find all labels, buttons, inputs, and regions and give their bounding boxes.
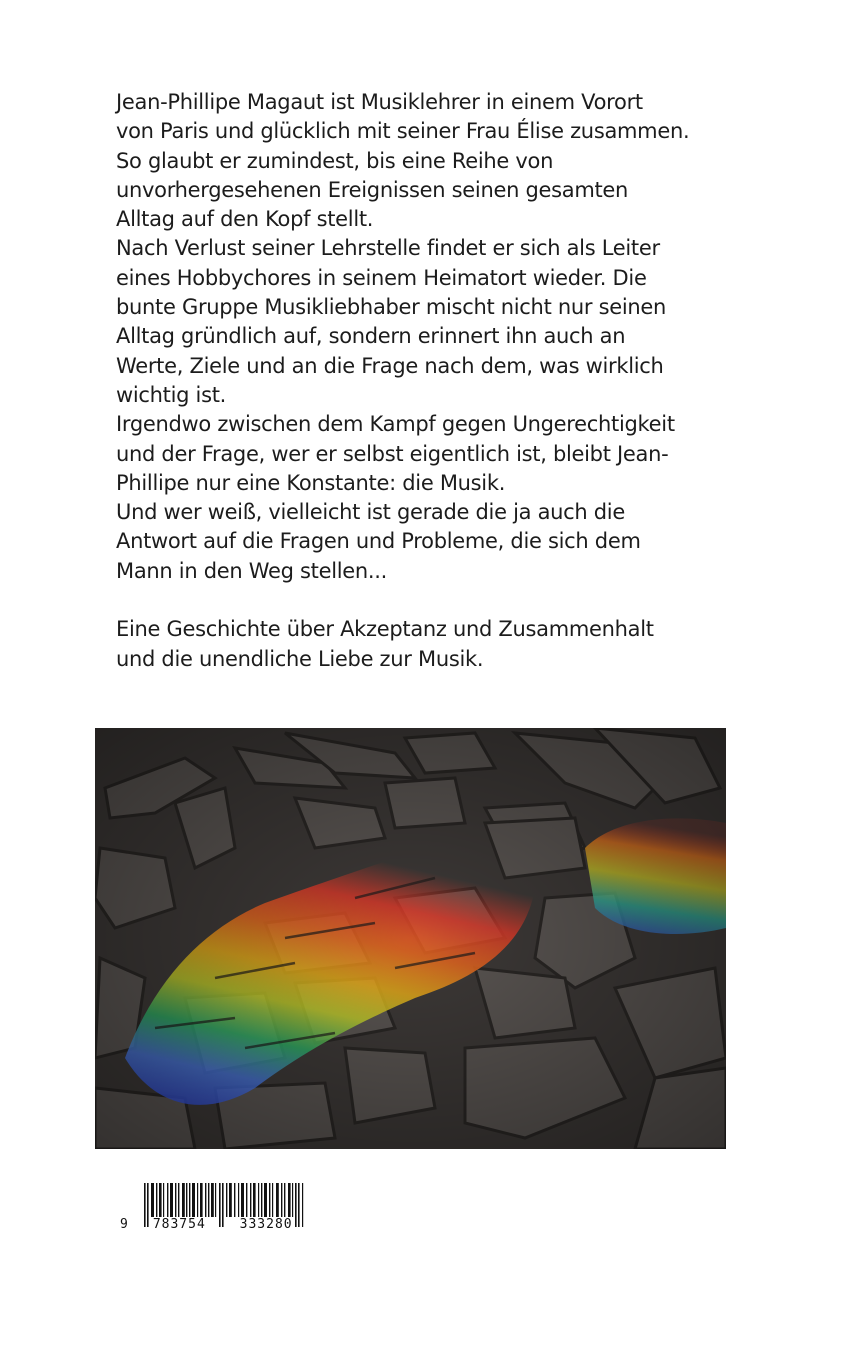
blurb-line: Phillipe nur eine Konstante: die Musik.: [116, 470, 506, 495]
back-cover-blurb: [116, 88, 756, 674]
blurb-tagline: und die unendliche Liebe zur Musik.: [116, 646, 484, 671]
blurb-line: unvorhergesehenen Ereignissen seinen gesamten: [116, 177, 629, 202]
blurb-line: Antwort auf die Fragen und Probleme, die sich dem: [116, 529, 641, 554]
blurb-line: und der Frage, wer er selbst eigentlich ist, bleibt Jean-: [116, 441, 669, 466]
blurb-line: von Paris und glücklich mit seiner Frau Élise zusammen.: [116, 119, 690, 144]
blurb-line: Mann in den Weg stellen...: [116, 558, 388, 583]
blurb-line: Alltag gründlich auf, sondern erinnert ihn auch an: [116, 324, 626, 349]
isbn-number: [120, 1217, 293, 1232]
isbn-first-digit: 9: [120, 1217, 129, 1232]
blurb-line: wichtig ist.: [116, 382, 227, 407]
blurb-line: Irgendwo zwischen dem Kampf gegen Ungerechtigkeit: [116, 412, 675, 437]
paragraph-gap: [116, 586, 756, 615]
isbn-right-group: 333280: [239, 1217, 293, 1232]
blurb-line: So glaubt er zumindest, bis eine Reihe von: [116, 148, 554, 173]
blurb-line: Jean-Phillipe Magaut ist Musiklehrer in einem Vorort: [116, 90, 643, 114]
blurb-line: Alltag auf den Kopf stellt.: [116, 207, 374, 232]
blurb-line: Und wer weiß, vielleicht ist gerade die ja auch die: [116, 500, 625, 525]
blurb-line: bunte Gruppe Musikliebhaber mischt nicht nur seinen: [116, 295, 667, 320]
blurb-line: Nach Verlust seiner Lehrstelle findet er sich als Leiter: [116, 236, 660, 261]
blurb-line: eines Hobbychores in seinem Heimatort wieder. Die: [116, 265, 647, 290]
blurb-tagline: Eine Geschichte über Akzeptanz und Zusammenhalt: [116, 617, 654, 642]
blurb-line: Werte, Ziele und an die Frage nach dem, was wirklich: [116, 353, 664, 378]
isbn-left-group: 783754: [152, 1217, 206, 1232]
cover-photo-rainbow-stones: [95, 728, 726, 1149]
